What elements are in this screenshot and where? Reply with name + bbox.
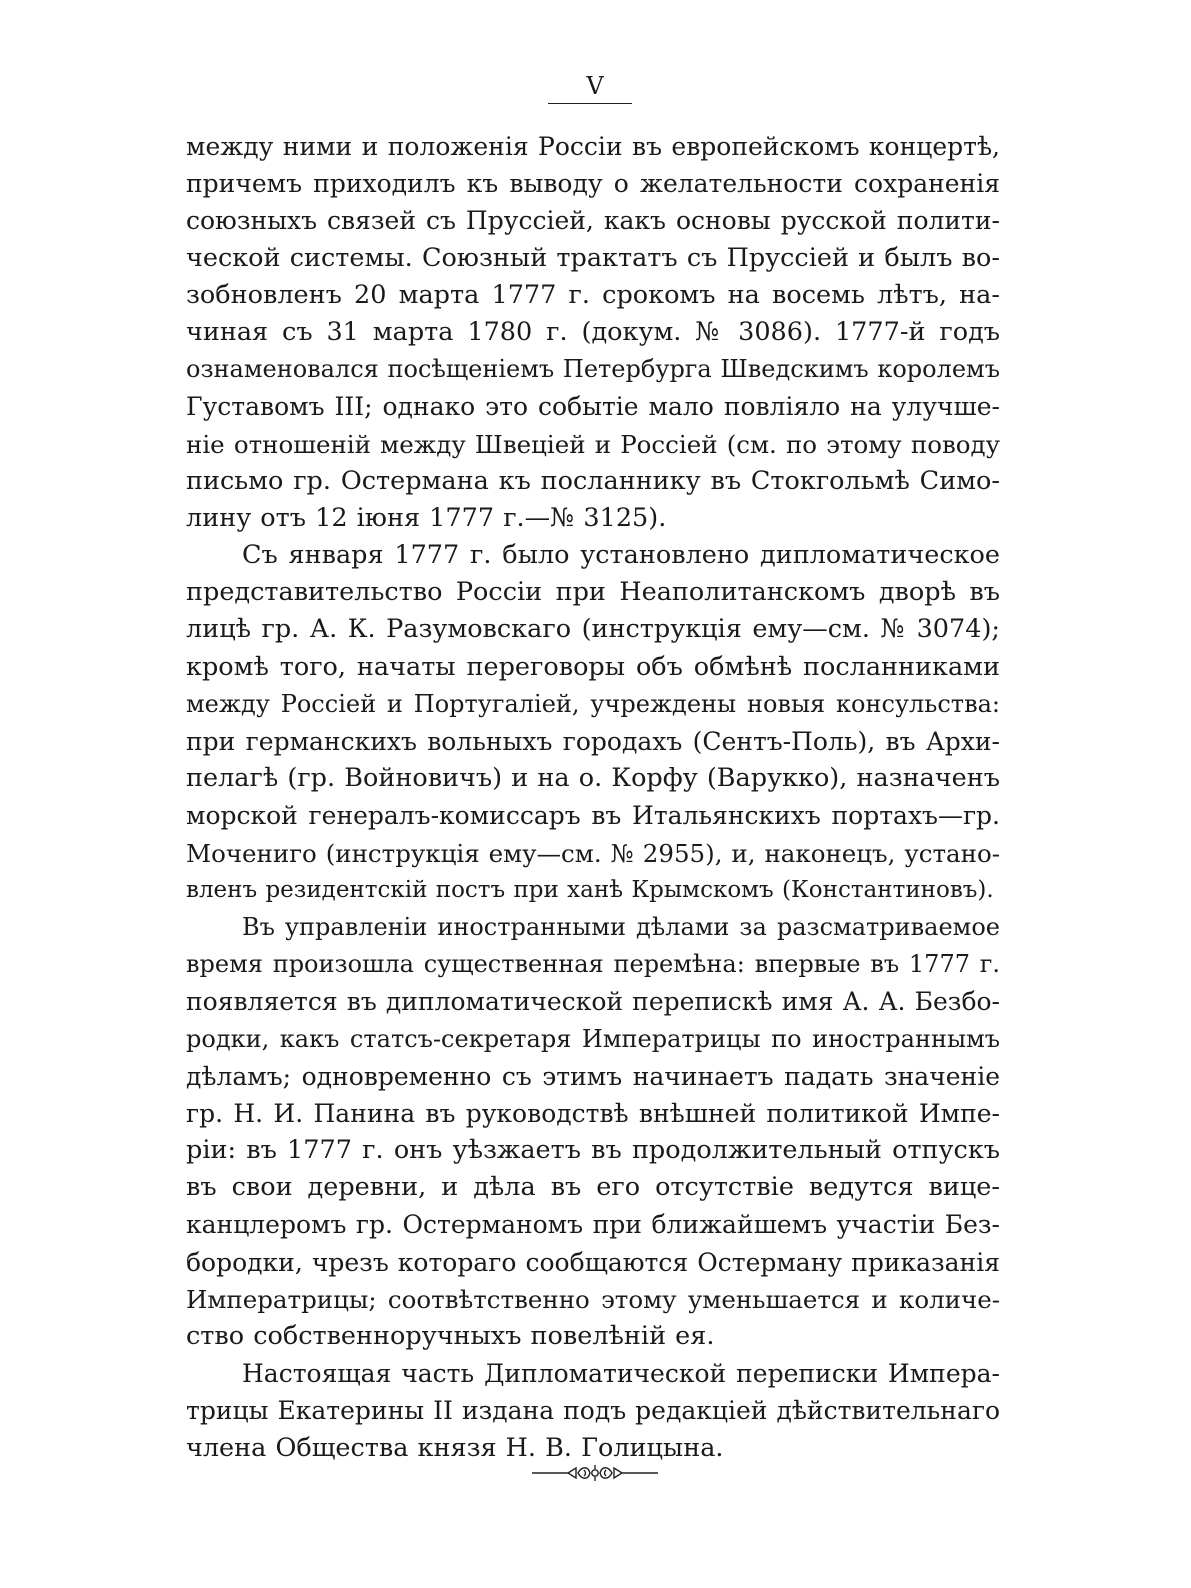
header-rule: [548, 103, 632, 104]
text-line: ческой системы. Союзный трактатъ съ Пруссіей и былъ во-: [186, 242, 1000, 273]
text-line: появляется въ дипломатической перепискѣ имя А. А. Безбо-: [186, 987, 1000, 1017]
text-line: Въ управленіи иностранными дѣлами за разсматриваемое: [242, 912, 1000, 941]
text-line: вленъ резидентскій постъ при ханѣ Крымскомъ (Константиновъ).: [186, 876, 994, 903]
text-line: гр. Н. И. Панина въ руководствѣ внѣшней политикой Импе-: [186, 1098, 1000, 1128]
text-line: трицы Екатерины II издана подъ редакціей дѣйствительнаго: [186, 1396, 1000, 1426]
text-line: Мочениго (инструкція ему—см. № 2955), и, наконецъ, устано-: [186, 838, 1000, 868]
text-line: ріи: въ 1777 г. онъ уѣзжаетъ въ продолжительный отпускъ: [186, 1135, 1000, 1166]
text-line: письмо гр. Остермана къ посланнику въ Стокгольмѣ Симо-: [186, 465, 1000, 496]
text-line: лину отъ 12 іюня 1777 г.—№ 3125).: [186, 502, 667, 533]
text-line: родки, какъ статсъ-секретаря Императрицы по иностраннымъ: [186, 1024, 1000, 1053]
text-line: канцлеромъ гр. Остерманомъ при ближайшемъ участіи Без-: [186, 1210, 1000, 1240]
text-line: при германскихъ вольныхъ городахъ (Сентъ-Поль), въ Архи-: [186, 727, 1000, 756]
text-line: представительство Россіи при Неаполитанскомъ дворѣ въ: [186, 577, 1000, 608]
text-line: время произошла существенная перемѣна: впервые въ 1777 г.: [186, 950, 1000, 979]
text-line: ніе отношеній между Швеціей и Россіей (см. по этому поводу: [186, 429, 1000, 459]
text-line: Настоящая часть Дипломатической переписки Импера-: [242, 1359, 1000, 1389]
paragraph-3: [186, 909, 1000, 1355]
text-line: причемъ приходилъ къ выводу о желательности сохраненія: [186, 169, 1000, 199]
text-line: Густавомъ III; однако это событіе мало повліяло на улучше-: [186, 392, 1000, 422]
text-line: между ними и положенія Россіи въ европейскомъ концертѣ,: [186, 132, 1000, 161]
body-text: [186, 128, 1000, 1467]
text-line: морской генералъ-комиссаръ въ Итальянскихъ портахъ—гр.: [186, 801, 1000, 831]
text-line: ознаменовался посѣщеніемъ Петербурга Шведскимъ королемъ: [186, 355, 1000, 384]
paragraph-1: [186, 128, 1000, 537]
fleuron-ornament-icon: [530, 1462, 660, 1484]
paragraph-2: [186, 537, 1000, 909]
text-line: чиная съ 31 марта 1780 г. (докум. № 3086). 1777-й годъ: [186, 316, 1000, 347]
text-line: Съ января 1777 г. было установлено дипломатическое: [242, 540, 1000, 571]
text-line: кромѣ того, начаты переговоры объ обмѣнѣ посланниками: [186, 651, 1000, 682]
text-line: члена Общества князя Н. В. Голицына.: [186, 1432, 724, 1463]
text-line: лицѣ гр. А. К. Разумовскаго (инструкція ему—см. № 3074);: [186, 614, 1000, 645]
page-number: V: [586, 72, 605, 100]
text-line: союзныхъ связей съ Пруссіей, какъ основы русской полити-: [186, 206, 1000, 236]
text-line: бородки, чрезъ котораго сообщаются Остерману приказанія: [186, 1247, 1000, 1277]
paragraph-4: [186, 1355, 1000, 1467]
text-line: дѣламъ; одновременно съ этимъ начинаетъ падать значеніе: [186, 1061, 1000, 1091]
text-line: между Россіей и Португаліей, учреждены новыя консульства:: [186, 689, 1000, 718]
text-line: пелагѣ (гр. Войновичъ) и на о. Корфу (Варукко), назначенъ: [186, 763, 1000, 794]
text-line: Императрицы; соотвѣтственно этому уменьшается и количе-: [186, 1284, 1000, 1314]
text-line: зобновленъ 20 марта 1777 г. срокомъ на восемь лѣтъ, на-: [186, 279, 1000, 310]
text-line: въ свои деревни, и дѣла въ его отсутствіе ведутся вице-: [186, 1172, 1000, 1203]
text-line: ство собственноручныхъ повелѣній ея.: [186, 1321, 715, 1351]
